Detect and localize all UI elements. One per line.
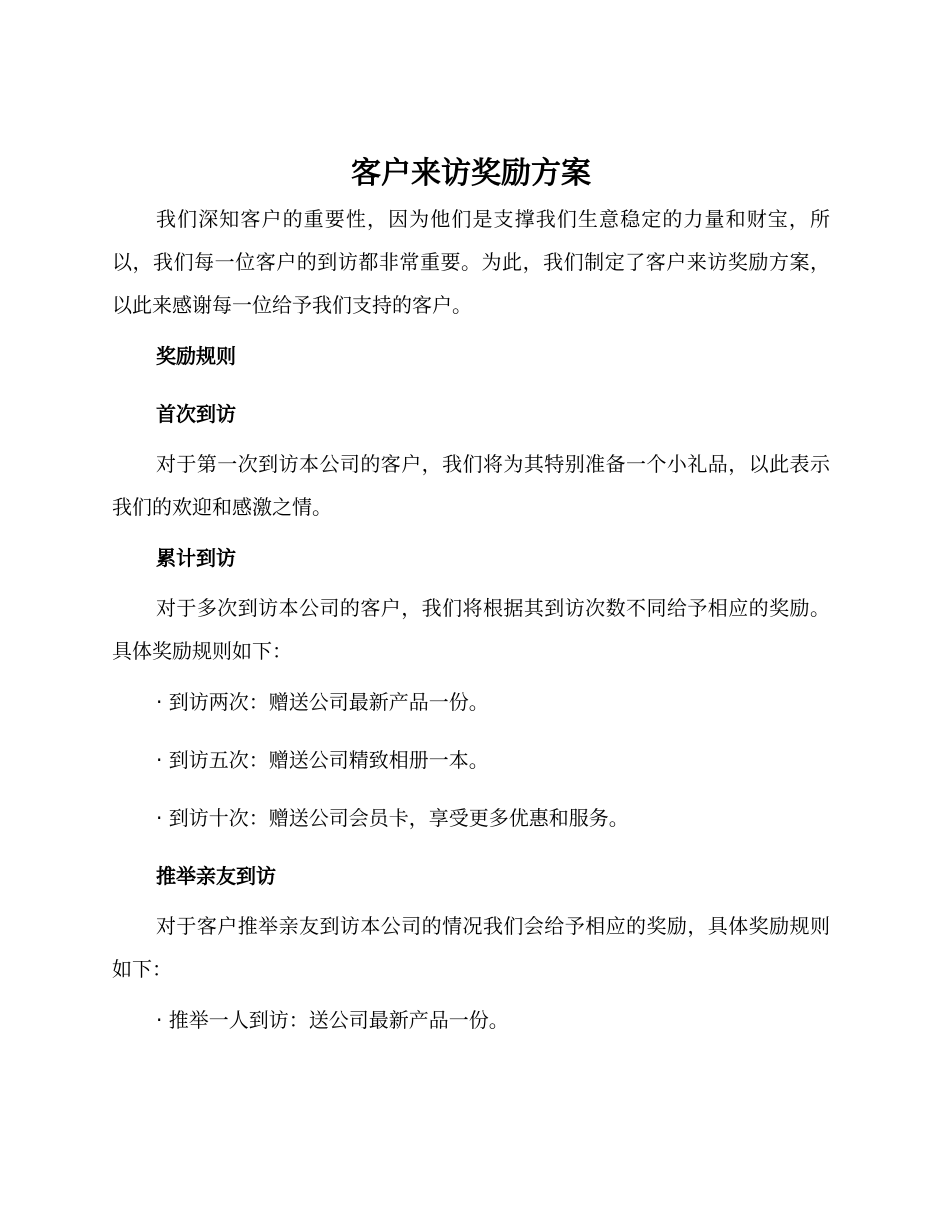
rules-heading: 奖励规则 [156, 344, 236, 368]
cumulative-visit-paragraph: 对于多次到访本公司的客户，我们将根据其到访次数不同给予相应的奖励。具体奖励规则如下： [112, 596, 830, 663]
list-item: · 到访五次：赠送公司精致相册一本。 [156, 748, 489, 772]
list-item: · 到访两次：赠送公司最新产品一份。 [156, 690, 489, 714]
referral-heading: 推举亲友到访 [156, 864, 276, 888]
intro-paragraph: 我们深知客户的重要性，因为他们是支撑我们生意稳定的力量和财宝，所以，我们每一位客户的到访都非常重要。为此，我们制定了客户来访奖励方案，以此来感谢每一位给予我们支持的客户。 [112, 207, 830, 317]
list-item: · 推举一人到访：送公司最新产品一份。 [156, 1008, 509, 1032]
document-page [112, 150, 830, 1035]
referral-paragraph: 对于客户推举亲友到访本公司的情况我们会给予相应的奖励，具体奖励规则如下： [112, 914, 830, 981]
cumulative-visit-heading: 累计到访 [156, 546, 236, 570]
first-visit-paragraph: 对于第一次到访本公司的客户，我们将为其特别准备一个小礼品，以此表示我们的欢迎和感激之情。 [112, 452, 830, 519]
document-title: 客户来访奖励方案 [351, 156, 591, 191]
first-visit-heading: 首次到访 [156, 402, 236, 426]
list-item: · 到访十次：赠送公司会员卡，享受更多优惠和服务。 [156, 806, 629, 830]
